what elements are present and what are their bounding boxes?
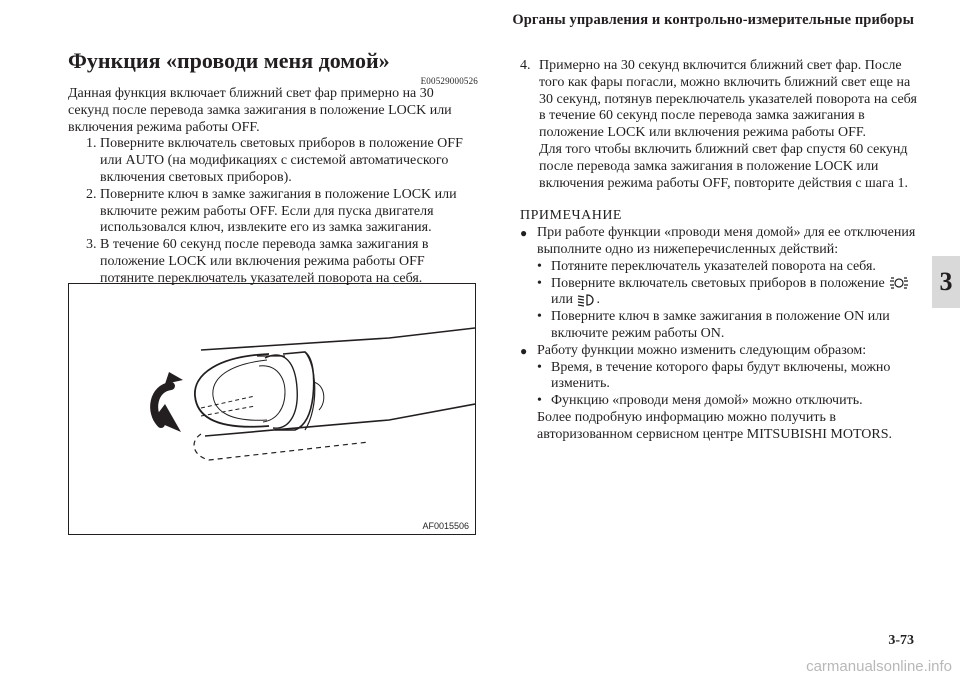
right-column — [520, 58, 920, 444]
turn-signal-lever-figure — [68, 283, 476, 535]
note-sub-item-2 — [520, 276, 920, 310]
note-tail-text: Более подробную информацию можно получить в авторизованном сервисном центре MITSUBISHI MOTORS. — [537, 409, 892, 442]
bullet-text: При работе функции «проводи меня домой» для ее отключения выполните одно из нижеперечисленных действий: — [537, 225, 916, 257]
sub-bullet-icon: • — [537, 258, 542, 274]
note-bullet-2 — [520, 343, 920, 360]
sub-item-text: Функцию «проводи меня домой» можно отключить. — [551, 393, 863, 409]
lever-ring-band — [275, 352, 314, 430]
step-number: 3. — [86, 237, 97, 253]
lever-pulled-outline — [194, 434, 369, 460]
step-2 — [68, 187, 478, 237]
lever-illustration — [69, 284, 475, 534]
pull-direction-arrow — [153, 372, 183, 432]
lever-tip-inner — [213, 360, 267, 420]
note-bullet-1 — [520, 225, 920, 259]
doc-code: E00529000526 — [420, 76, 478, 86]
parking-light-icon — [888, 276, 910, 290]
sub-item-text — [551, 276, 910, 310]
step-1 — [68, 136, 478, 186]
watermark: carmanualsonline.info — [806, 658, 952, 675]
sub-item-text-part: Поверните включатель световых приборов в положение — [551, 275, 885, 291]
step-4 — [520, 58, 920, 192]
sub-bullet-icon: • — [537, 359, 542, 375]
figure-code: AF0015506 — [422, 521, 469, 531]
lever-upper-edge — [201, 328, 475, 350]
sub-item-text-part: . — [596, 292, 600, 308]
chapter-tab[interactable]: 3 — [932, 256, 960, 308]
step-number: 4. — [520, 58, 531, 73]
step-number: 2. — [86, 186, 97, 202]
sub-item-text: Время, в течение которого фары будут включены, можно изменить. — [551, 359, 891, 392]
step-4-text-continued: Для того чтобы включить ближний свет фар спустя 60 секунд после перевода замка зажигания в положение LOCK или включения режима работы OFF, повторите действия с шага 1. — [539, 141, 908, 191]
note-heading: ПРИМЕЧАНИЕ — [520, 208, 622, 224]
step-text: Поверните ключ в замке зажигания в положение LOCK или включите режим работы OFF. Если для пуска двигателя использовался ключ, извлеките его из замка зажигания. — [100, 186, 457, 236]
section-title: Функция «проводи меня домой» — [68, 48, 390, 73]
page-number: 3-73 — [888, 633, 914, 648]
note-sub-item-5 — [520, 393, 920, 410]
sub-bullet-icon: • — [537, 275, 542, 291]
sub-item-text: Потяните переключатель указателей поворота на себя. — [551, 258, 876, 274]
sub-item-text-part: или — [551, 292, 573, 308]
bullet-text: Работу функции можно изменить следующим образом: — [537, 342, 867, 358]
note-sub-item-3 — [520, 309, 920, 343]
lever-tip — [195, 354, 269, 427]
step-text: Поверните включатель световых приборов в положение OFF или AUTO (на модификациях с системой автоматического включения световых приборов). — [100, 136, 463, 185]
step-number: 1. — [86, 136, 97, 152]
page-header: Органы управления и контрольно-измерительные приборы — [512, 12, 914, 28]
intro-paragraph: Данная функция включает ближний свет фар примерно на 30 секунд после перевода замка зажигания в положение LOCK или включения режима работы OFF. — [68, 86, 452, 135]
sub-bullet-icon: • — [537, 309, 542, 325]
low-beam-icon — [576, 293, 596, 307]
lever-ring-left — [265, 355, 297, 428]
step-text — [539, 58, 920, 192]
bullet-icon: ● — [520, 343, 528, 358]
sub-item-text: Поверните ключ в замке зажигания в положение ON или включите режим работы ON. — [551, 309, 890, 341]
bullet-icon: ● — [520, 226, 528, 241]
sub-bullet-icon: • — [537, 393, 542, 409]
step-3 — [68, 237, 478, 287]
note-sub-item-4 — [520, 360, 920, 394]
left-column — [68, 48, 478, 288]
step-4-text: Примерно на 30 секунд включится ближний свет фар. После того как фары погасли, можно включить ближний свет еще на 30 секунд, потянув переключатель указателей поворота на себя в течение 60 секунд после перевода замка зажигания в положение LOCK или включения режима работы OFF. — [539, 58, 917, 141]
note-sub-item-1 — [520, 259, 920, 276]
step-text: В течение 60 секунд после перевода замка зажигания в положение LOCK или включения режима работы OFF потяните переключатель указателей поворота на себя. — [100, 237, 429, 286]
